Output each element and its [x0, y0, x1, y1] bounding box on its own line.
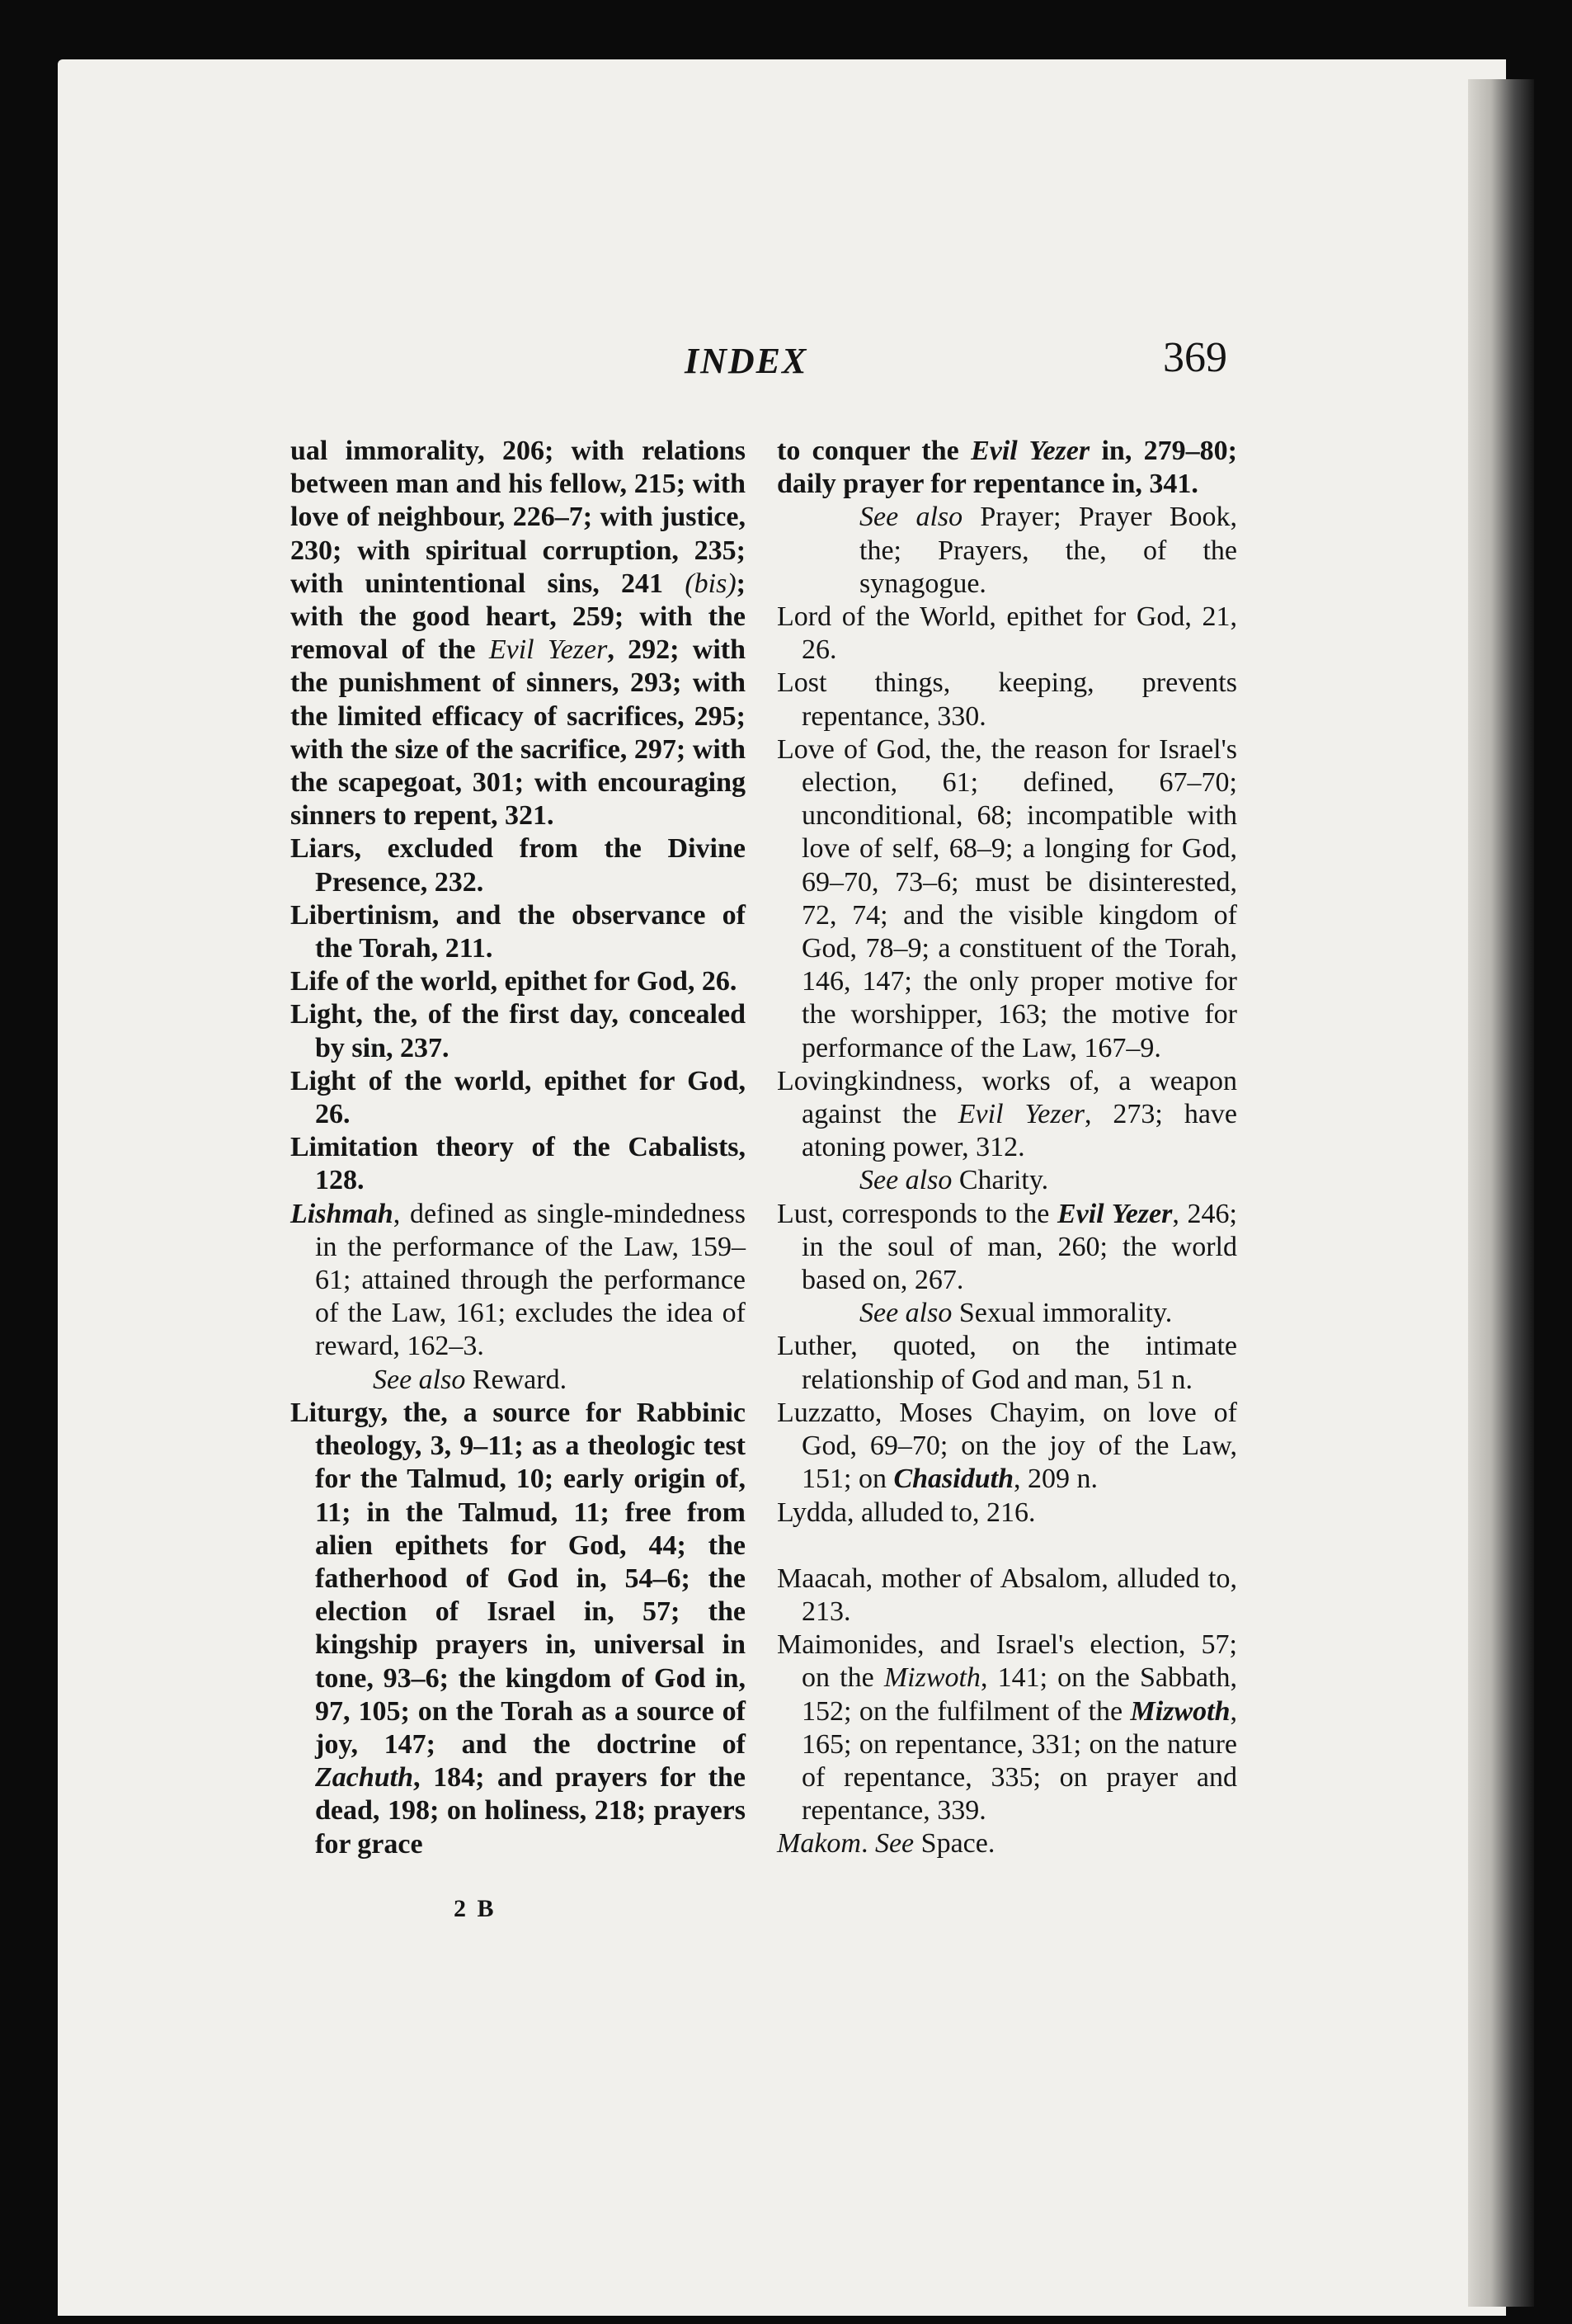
index-entry	[290, 899, 746, 965]
entry-text: Luzzatto, Moses Chayim, on love of God, 69–70; on the joy of the Law, 151; on	[777, 1397, 1237, 1495]
book-gutter-shadow	[1468, 79, 1534, 2307]
entry-text: , 273; have atoning power, 312.	[802, 1099, 1237, 1163]
entry-text: , 165; on repentance, 331; on the nature of repentance, 335; on prayer and repentance, 339.	[802, 1695, 1237, 1827]
entry-text: Libertinism, and the observance of the Torah, 211.	[290, 899, 746, 964]
entry-text: Makom	[777, 1828, 861, 1860]
entry-text: Mizwoth	[883, 1662, 981, 1694]
entry-text: See also	[859, 1298, 953, 1329]
entry-text: Love of God, the, the reason for Israel's election, 61; defined, 67–70; unconditional, 68; incompatible with love of self, 68–9; a longing for God, 69–70, 73–6; must be disinterested, 72, 74; and the visible kingdom of God, 78–9; a constituent of the Torah, 146, 147; the only proper motive for the worshipper, 163; the motive for performance of the Law, 167–9.	[777, 733, 1237, 1063]
entry-text: See also	[859, 1165, 953, 1196]
entry-text: , 209 n.	[1013, 1464, 1098, 1495]
entry-text: Prayer; Prayer Book, the; Prayers, the, of the synagogue.	[859, 502, 1237, 599]
page-header	[58, 332, 1506, 389]
entry-text: Zachuth	[315, 1762, 414, 1794]
entry-text: Space.	[914, 1828, 995, 1860]
see-also-reference	[290, 1364, 746, 1397]
index-entry	[290, 832, 746, 898]
index-column-left	[290, 435, 746, 1861]
index-entry	[290, 1198, 746, 1364]
entry-text: Evil Yezer	[488, 634, 608, 666]
book-page	[58, 59, 1506, 2316]
entry-text: Lust, corresponds to the	[777, 1198, 1057, 1229]
index-entry	[290, 1131, 746, 1197]
entry-text: Chasiduth	[893, 1464, 1014, 1495]
entry-text: Evil Yezer	[1057, 1198, 1173, 1229]
see-also-reference	[777, 1164, 1237, 1197]
signature-mark: 2 B	[454, 1895, 497, 1922]
index-entry	[290, 435, 746, 832]
entry-text: , 184; and prayers for the dead, 198; on holiness, 218; prayers for grace	[315, 1762, 746, 1860]
index-entry	[777, 1497, 1237, 1530]
entry-text: , 141; on the Sabbath, 152; on the fulfilment of the	[802, 1662, 1237, 1727]
running-title: INDEX	[685, 341, 808, 381]
index-entry	[777, 1065, 1237, 1165]
entry-text: Evil Yezer	[958, 1099, 1085, 1130]
index-entry	[777, 733, 1237, 1065]
see-also-reference	[777, 501, 1237, 601]
entry-text: Liars, excluded from the Divine Presence, 232.	[290, 833, 746, 898]
entry-text: See also	[373, 1364, 466, 1395]
index-entry	[777, 601, 1237, 667]
index-entry	[777, 1198, 1237, 1298]
entry-text: , 246; in the soul of man, 260; the world based on, 267.	[802, 1198, 1237, 1296]
entry-text: Luther, quoted, on the intimate relationship of God and man, 51 n.	[777, 1331, 1237, 1395]
entry-text: in, 279–80; daily prayer for repentance in, 341.	[777, 436, 1237, 500]
entry-text: Lishmah	[290, 1198, 393, 1229]
index-entry	[290, 965, 746, 998]
entry-text: Life of the world, epithet for God, 26.	[290, 966, 737, 997]
entry-text: Liturgy, the, a source for Rabbinic theology, 3, 9–11; as a theologic test for the Talmud, 10; early origin of, 11; in the Talmud, 11; free from alien epithets for God, 44; the fatherhood of God in, 54–6; the election of Israel in, 57; the kingship prayers in, universal in tone, 93–6; the kingdom of God in, 97, 105; on the Torah as a source of joy, 147; and the doctrine of	[290, 1397, 746, 1760]
entry-text: Lost things, keeping, prevents repentance, 330.	[777, 667, 1237, 732]
index-entry	[290, 1065, 746, 1131]
entry-text: Evil Yezer	[971, 436, 1090, 466]
index-entry	[777, 1563, 1237, 1629]
index-entry	[777, 435, 1237, 501]
entry-text: See also	[859, 502, 963, 533]
entry-text: , defined as single-mindedness in the performance of the Law, 159–61; attained through the performance of the Law, 161; excludes the idea of reward, 162–3.	[315, 1198, 746, 1362]
entry-text: ; with the good heart, 259; with the removal of the	[290, 568, 746, 666]
index-entry	[777, 667, 1237, 733]
entry-text: Sexual immorality.	[952, 1298, 1173, 1329]
entry-text: ual immorality, 206; with relations between man and his fellow, 215; with love of neighbour, 226–7; with justice, 230; with spiritual corruption, 235; with unintentional sins, 241	[290, 436, 746, 599]
entry-text: Lovingkindness, works of, a weapon against the	[777, 1065, 1237, 1130]
entry-text: Lydda, alluded to, 216.	[777, 1497, 1036, 1528]
entry-text: .	[860, 1828, 875, 1860]
entry-text: Charity.	[952, 1165, 1049, 1196]
entry-text: Mizwoth	[1130, 1695, 1231, 1727]
entry-text: Maacah, mother of Absalom, alluded to, 213.	[777, 1563, 1237, 1627]
entry-text: See	[874, 1828, 915, 1860]
index-entry	[777, 1629, 1237, 1827]
entry-text: Limitation theory of the Cabalists, 128.	[290, 1132, 746, 1196]
see-also-reference	[777, 1297, 1237, 1330]
index-entry	[777, 1330, 1237, 1396]
index-column-right	[777, 435, 1237, 1861]
entry-text: Light of the world, epithet for God, 26.	[290, 1065, 746, 1130]
entry-text: Lord of the World, epithet for God, 21, 26.	[777, 601, 1237, 666]
index-entry	[290, 1397, 746, 1861]
index-entry	[290, 998, 746, 1064]
entry-text: to conquer the	[777, 436, 972, 466]
index-entry	[777, 1827, 1237, 1860]
entry-text: Reward.	[465, 1364, 567, 1395]
entry-text: , 292; with the punishment of sinners, 293; with the limited efficacy of sacrifices, 295; with the size of the sacrifice, 297; with the scapegoat, 301; with encouraging sinners to repent, 321.	[290, 634, 746, 832]
entry-text: (bis)	[685, 568, 737, 599]
index-entry	[777, 1397, 1237, 1497]
entry-text: Light, the, of the first day, concealed by sin, 237.	[290, 999, 746, 1063]
entry-text: Maimonides, and Israel's election, 57; on the	[777, 1629, 1237, 1694]
page-number: 369	[1163, 334, 1227, 381]
